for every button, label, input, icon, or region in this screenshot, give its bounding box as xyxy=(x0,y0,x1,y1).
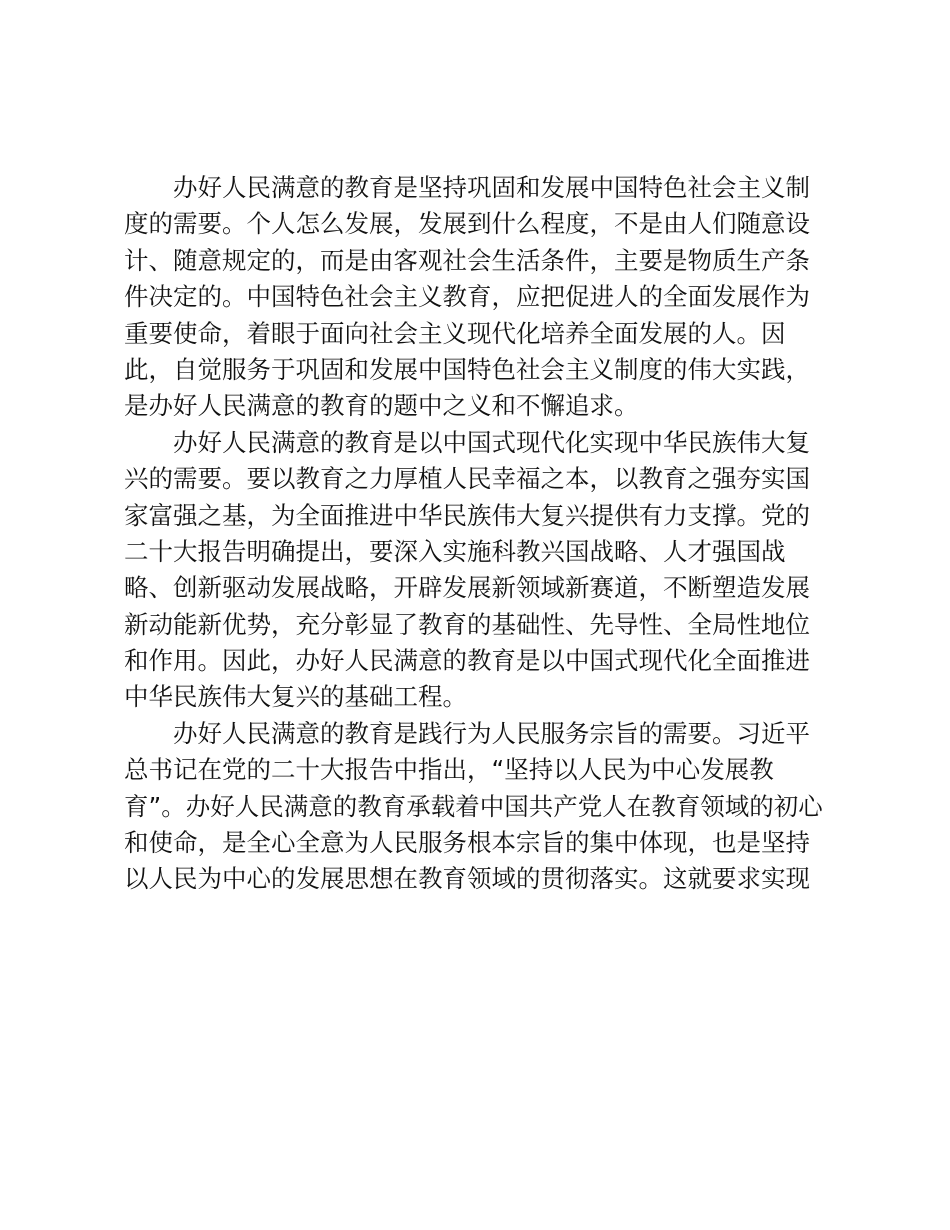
text-line: 和作用。因此，办好人民满意的教育是以中国式现代化全面推进 xyxy=(124,646,810,676)
text-line: 新动能新优势，充分彰显了教育的基础性、先导性、全局性地位 xyxy=(124,609,810,639)
text-line: 件决定的。中国特色社会主义教育，应把促进人的全面发展作为 xyxy=(124,282,810,312)
paragraph-1 xyxy=(124,170,830,425)
text-line: 计、随意规定的，而是由客观社会生活条件，主要是物质生产条 xyxy=(124,245,810,275)
text-line: 育”。办好人民满意的教育承载着中国共产党人在教育领域的初心 xyxy=(124,791,823,821)
text-line: 以人民为中心的发展思想在教育领域的贯彻落实。这就要求实现 xyxy=(124,864,810,894)
text-line: 是办好人民满意的教育的题中之义和不懈追求。 xyxy=(124,391,639,421)
text-line: 略、创新驱动发展战略，开辟发展新领域新赛道，不断塑造发展 xyxy=(124,573,810,603)
paragraph-3 xyxy=(124,716,830,898)
document-body xyxy=(124,170,830,898)
text-line: 办好人民满意的教育是践行为人民服务宗旨的需要。习近平 xyxy=(173,718,810,748)
text-line: 重要使命，着眼于面向社会主义现代化培养全面发展的人。因 xyxy=(124,318,786,348)
text-line: 二十大报告明确提出，要深入实施科教兴国战略、人才强国战 xyxy=(124,536,786,566)
text-line: 此，自觉服务于巩固和发展中国特色社会主义制度的伟大实践， xyxy=(124,354,810,384)
text-line: 总书记在党的二十大报告中指出，“坚持以人民为中心发展教 xyxy=(124,755,774,785)
text-line: 和使命，是全心全意为人民服务根本宗旨的集中体现，也是坚持 xyxy=(124,828,810,858)
text-line: 办好人民满意的教育是以中国式现代化实现中华民族伟大复 xyxy=(173,427,810,457)
text-line: 度的需要。个人怎么发展，发展到什么程度，不是由人们随意设 xyxy=(124,209,810,239)
text-line: 兴的需要。要以教育之力厚植人民幸福之本，以教育之强夯实国 xyxy=(124,464,810,494)
text-line: 家富强之基，为全面推进中华民族伟大复兴提供有力支撑。党的 xyxy=(124,500,810,530)
text-line: 办好人民满意的教育是坚持巩固和发展中国特色社会主义制 xyxy=(173,173,810,202)
paragraph-2 xyxy=(124,425,830,716)
text-line: 中华民族伟大复兴的基础工程。 xyxy=(124,682,467,712)
